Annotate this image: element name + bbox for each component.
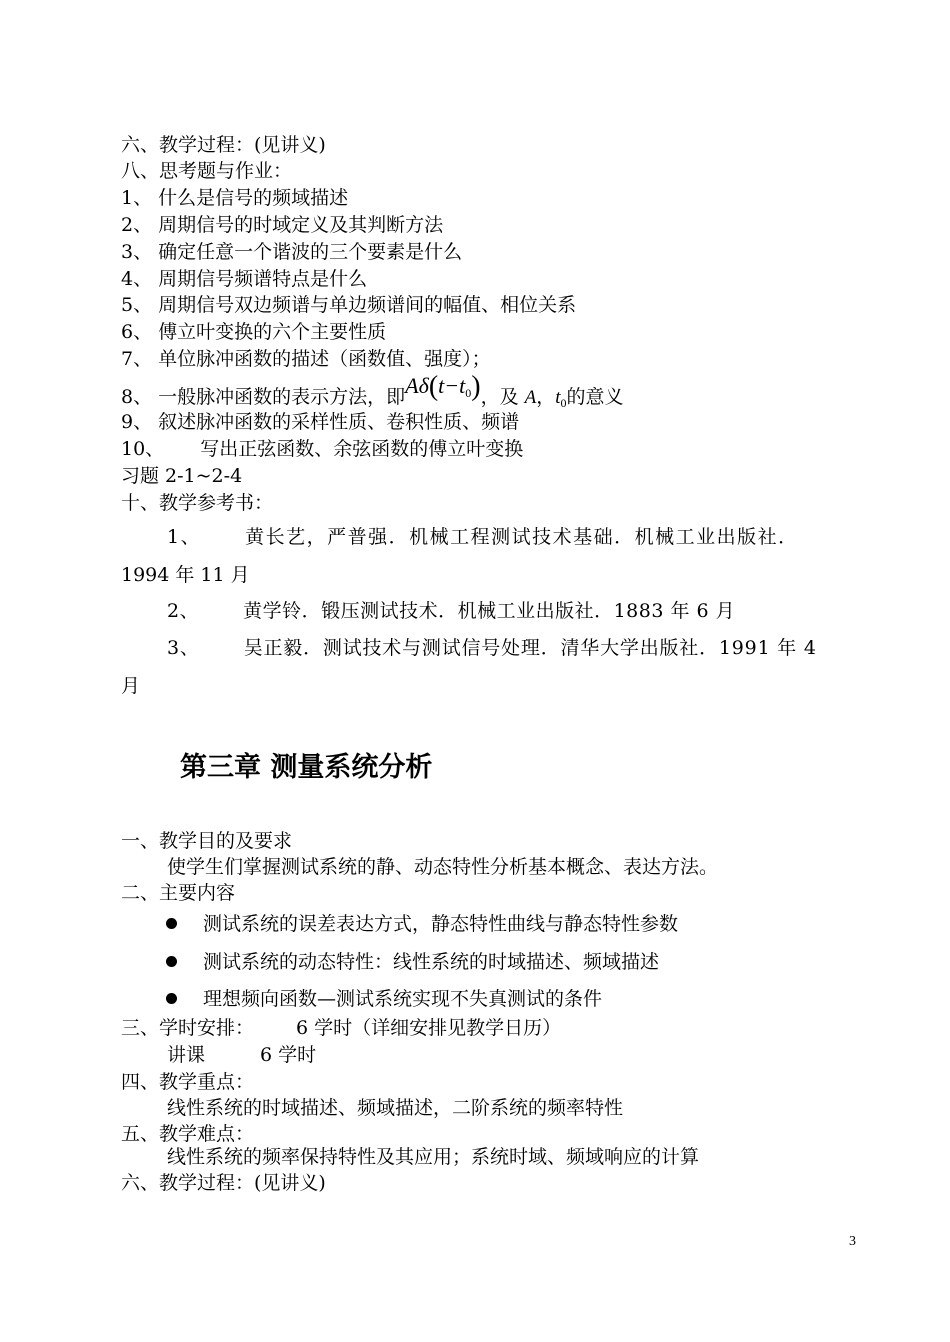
question-text: 什么是信号的频域描述 bbox=[158, 187, 349, 209]
bullet-icon bbox=[166, 956, 177, 967]
hours-line bbox=[121, 1016, 561, 1040]
teaching-process-line: 六、教学过程：(见讲义) bbox=[121, 1172, 326, 1194]
question-number: 6、 bbox=[121, 321, 153, 343]
hours-heading: 三、学时安排： bbox=[121, 1017, 255, 1039]
question-item bbox=[121, 347, 491, 371]
var-t0: $t_0$ bbox=[555, 387, 567, 410]
reference-number: 3、 bbox=[167, 637, 200, 659]
reference-text: 黄长艺，严普强．机械工程测试技术基础．机械工业出版社． bbox=[245, 526, 799, 548]
question-number: 5、 bbox=[121, 294, 153, 316]
references-heading: 十、教学参考书： bbox=[121, 492, 274, 514]
exercise-line: 习题 2-1~2-4 bbox=[121, 465, 243, 487]
bullet-icon bbox=[166, 918, 177, 929]
key-points-heading: 四、教学重点： bbox=[121, 1071, 255, 1093]
question-item-8: 8、 一般脉冲函数的表示方法，即$A\delta(t-t_0)$，及 A，$t_0$的意义 bbox=[121, 371, 624, 410]
question-item bbox=[121, 240, 462, 264]
reference-number: 1、 bbox=[167, 526, 202, 548]
lecture-label: 讲课 bbox=[167, 1044, 206, 1066]
question-text: 周期信号双边频谱与单边频谱间的幅值、相位关系 bbox=[158, 294, 577, 316]
question-number: 7、 bbox=[121, 348, 153, 370]
question-text: 傅立叶变换的六个主要性质 bbox=[158, 321, 387, 343]
content-heading: 二、主要内容 bbox=[121, 882, 236, 904]
questions-heading: 八、思考题与作业： bbox=[121, 160, 293, 182]
reference-item bbox=[167, 525, 799, 549]
key-points-text: 线性系统的时域描述、频域描述，二阶系统的频率特性 bbox=[167, 1097, 624, 1119]
page-number: 3 bbox=[849, 1234, 856, 1249]
question-number: 1、 bbox=[121, 187, 153, 209]
question-number: 2、 bbox=[121, 214, 153, 236]
question-item bbox=[121, 293, 576, 317]
hours-text: 6 学时（详细安排见教学日历） bbox=[296, 1017, 562, 1039]
question-text: 周期信号的时域定义及其判断方法 bbox=[158, 214, 444, 236]
reference-text: 黄学铃．锻压测试技术．机械工业出版社．1883 年 6 月 bbox=[243, 600, 736, 622]
goal-heading: 一、教学目的及要求 bbox=[121, 830, 293, 852]
reference-continuation: 1994 年 11 月 bbox=[121, 564, 250, 586]
question-number: 3、 bbox=[121, 241, 153, 263]
question-item bbox=[121, 267, 367, 291]
question-text: 叙述脉冲函数的采样性质、卷积性质、频谱 bbox=[158, 411, 520, 433]
question-item bbox=[121, 213, 443, 237]
reference-item bbox=[167, 599, 735, 623]
question-number: 8、 bbox=[121, 386, 153, 408]
bullet-icon bbox=[166, 993, 177, 1004]
question-text: 确定任意一个谐波的三个要素是什么 bbox=[158, 241, 463, 263]
question-text: 写出正弦函数、余弦函数的傅立叶变换 bbox=[200, 438, 524, 460]
reference-continuation: 月 bbox=[121, 675, 141, 697]
question-number: 9、 bbox=[121, 411, 153, 433]
question-item bbox=[121, 320, 386, 344]
difficulties-heading: 五、教学难点： bbox=[121, 1123, 255, 1145]
goal-text: 使学生们掌握测试系统的静、动态特性分析基本概念、表达方法。 bbox=[167, 856, 719, 878]
var-a: A bbox=[524, 387, 537, 408]
content-bullet-text: 理想频向函数—测试系统实现不失真测试的条件 bbox=[203, 988, 603, 1010]
question-number: 4、 bbox=[121, 268, 153, 290]
question-text: 单位脉冲函数的描述（函数值、强度）； bbox=[158, 348, 491, 370]
teaching-process-line: 六、教学过程：(见讲义) bbox=[121, 134, 326, 156]
reference-item bbox=[167, 636, 817, 660]
content-bullet-text: 测试系统的动态特性：线性系统的时域描述、频域描述 bbox=[203, 951, 660, 973]
question-item bbox=[121, 437, 523, 461]
reference-text: 吴正毅．测试技术与测试信号处理．清华大学出版社．1991 年 4 bbox=[243, 637, 817, 659]
question-item bbox=[121, 410, 519, 434]
question-text: 一般脉冲函数的表示方法，即 bbox=[158, 386, 406, 408]
question-text: 周期信号频谱特点是什么 bbox=[158, 268, 368, 290]
lecture-hours: 6 学时 bbox=[260, 1044, 317, 1066]
reference-number: 2、 bbox=[167, 600, 200, 622]
difficulties-text: 线性系统的频率保持特性及其应用；系统时域、频域响应的计算 bbox=[167, 1146, 700, 1168]
chapter-title: 第三章 测量系统分析 bbox=[180, 752, 433, 783]
impulse-formula: $A\delta(t-t_0)$ bbox=[405, 371, 481, 402]
question-item bbox=[121, 186, 348, 210]
question-number: 10、 bbox=[121, 438, 165, 460]
lecture-line bbox=[167, 1043, 316, 1067]
content-bullet-text: 测试系统的误差表达方式，静态特性曲线与静态特性参数 bbox=[203, 913, 679, 935]
